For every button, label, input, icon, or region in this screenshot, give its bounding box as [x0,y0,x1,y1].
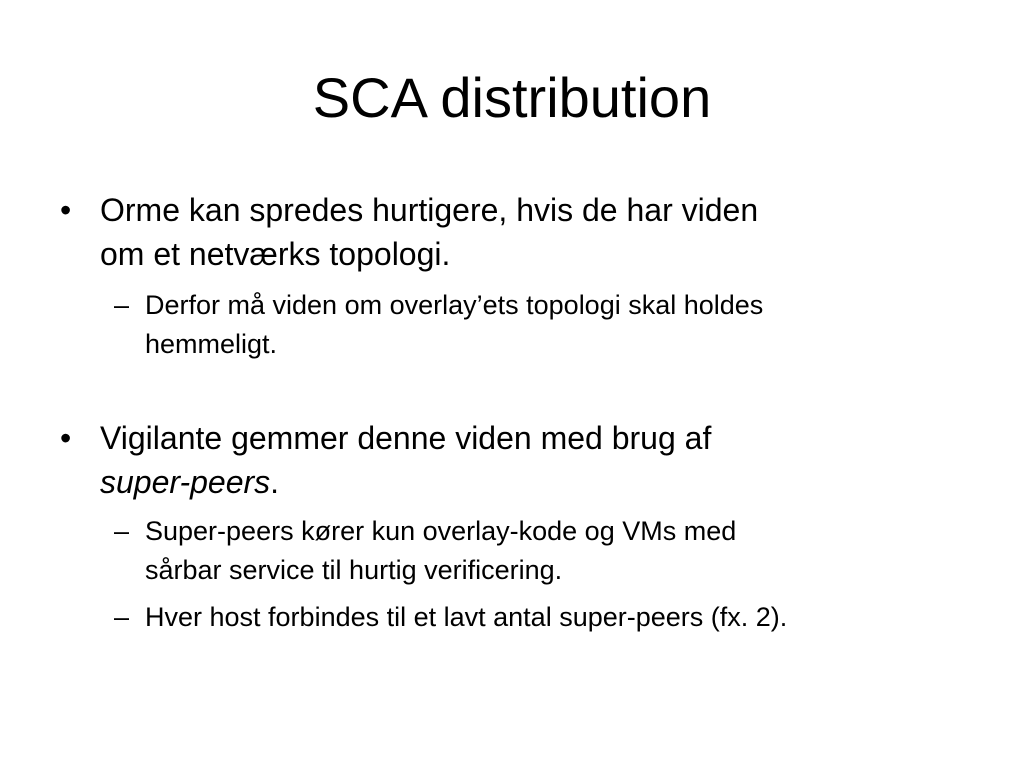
sub-bullet-text-line: hemmeligt. [145,329,278,359]
bullet-marker: • [60,192,72,228]
slide-body [60,188,970,637]
bullet-text-line: om et netværks topologi. [100,236,451,272]
sub-bullet-item [60,512,970,590]
sub-bullet-item [60,598,970,637]
sub-bullet-item [60,286,970,364]
slide-title: SCA distribution [312,66,712,129]
sub-bullet-text-line: Hver host forbindes til et lavt antal super-peers (fx. 2). [145,602,788,632]
bullet-text-tail: . [270,464,280,500]
sub-bullet-text-line: Super-peers kører kun overlay-kode og VMs med [145,516,737,546]
dash-marker: – [114,602,130,632]
bullet-item [60,416,970,504]
bullet-emphasis-text: super-peers [100,464,271,500]
bullet-text-line: Orme kan spredes hurtigere, hvis de har viden [100,192,759,228]
dash-marker: – [114,290,130,320]
bullet-marker: • [60,420,72,456]
sub-bullet-text-line: sårbar service til hurtig verificering. [145,555,563,585]
bullet-text-line: Vigilante gemmer denne viden med brug af [100,420,712,456]
sub-bullet-text-line: Derfor må viden om overlay’ets topologi skal holdes [145,290,764,320]
dash-marker: – [114,516,130,546]
bullet-item [60,188,970,276]
